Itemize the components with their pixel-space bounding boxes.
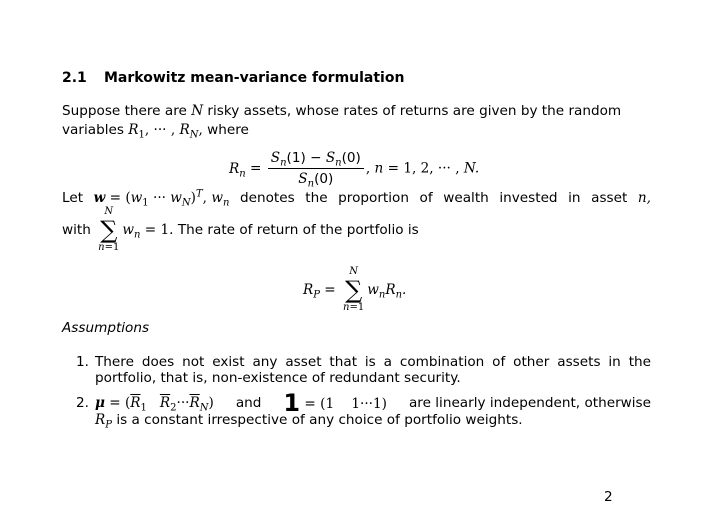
word: of: [492, 354, 506, 370]
word: asset: [285, 354, 322, 370]
equation-portfolio-return: $R_P$ = N ∑ n=1 $w_nR_n$.: [303, 266, 407, 313]
word: any: [252, 354, 278, 370]
equation-returns: $R_n$ = $\frac{S_n(1) - S_n(0)}{S_n(0)}$ , n = 1, 2, ··· , N.: [229, 150, 480, 190]
math-w-vector: $w = (w_1$ ··· $w_N)^T$, $w_n$: [93, 188, 230, 209]
word: There: [95, 354, 134, 370]
assumption-item-1: [76, 354, 651, 386]
assumption-2-line-2: $R_P$ is a constant irrespective of any choice of portfolio weights.: [95, 412, 523, 431]
page-number: 2: [604, 489, 613, 505]
text-run: is a constant irrespective of any choice of portfolio weights.: [116, 412, 523, 428]
text-run: Suppose there are: [62, 103, 187, 119]
word: and: [235, 395, 262, 411]
paragraph-1-line-1: [62, 103, 621, 119]
section-heading: [62, 70, 404, 86]
word: is: [364, 354, 376, 370]
word: does: [141, 354, 175, 370]
word: not: [182, 354, 205, 370]
math-mu-vector: $\mu = (\overline{R}_1$ $\overline{R}_2\cdot\cdot\cdot\overline{R}_N$): [95, 395, 214, 414]
word: exist: [212, 354, 245, 370]
word: asset: [591, 190, 628, 206]
word: other: [513, 354, 550, 370]
assumption-item-2: [76, 389, 651, 431]
assumptions-heading: Assumptions: [62, 320, 150, 336]
text-run: The rate of return of the portfolio is: [177, 222, 419, 238]
word: invested: [499, 190, 558, 206]
math-n: n,: [637, 190, 651, 206]
word: the: [628, 354, 651, 370]
word: a: [383, 354, 392, 370]
word: that: [329, 354, 358, 370]
section-number: 2.1: [62, 70, 87, 86]
word: in: [608, 354, 621, 370]
word: of: [419, 190, 433, 206]
word: the: [305, 190, 328, 206]
word: in: [568, 190, 581, 206]
paragraph-2-line-1: [62, 188, 651, 209]
math-r1-rn: $R_1$, ··· , $R_N$,: [128, 122, 203, 141]
item-label: 2.: [76, 395, 89, 411]
summation-sign: N ∑ n=1: [343, 266, 365, 313]
assumption-1-line-2: portfolio, that is, non-existence of redundant security.: [95, 370, 461, 386]
item-label: 1.: [76, 354, 89, 370]
word: Let: [62, 190, 84, 206]
text-run: are linearly independent, otherwise: [408, 395, 651, 411]
word: with: [62, 222, 91, 238]
paragraph-1-line-2: [62, 122, 249, 141]
word: assets: [557, 354, 601, 370]
assumption-1-line-1: [95, 354, 651, 370]
equation-fraction: $\frac{S_n(1) - S_n(0)}{S_n(0)}$: [268, 150, 364, 187]
text-run: variables: [62, 122, 124, 138]
word: denotes: [239, 190, 295, 206]
math-ones-vector: 1 = (1 1···1): [283, 389, 387, 417]
assumption-2-line-1: [95, 389, 651, 417]
word: proportion: [338, 190, 409, 206]
math-n: N: [191, 103, 204, 119]
summation-sign: N ∑ n=1: [98, 206, 120, 253]
section-title: Markowitz mean-variance formulation: [104, 70, 405, 86]
word: combination: [399, 354, 485, 370]
paragraph-2-line-2: with N ∑ n=1 $w_n = 1$. The rate of return of the portfolio is: [62, 206, 419, 253]
text-run: risky assets, whose rates of returns are given by the random: [207, 103, 622, 119]
text-run: where: [207, 122, 249, 138]
word: wealth: [443, 190, 489, 206]
